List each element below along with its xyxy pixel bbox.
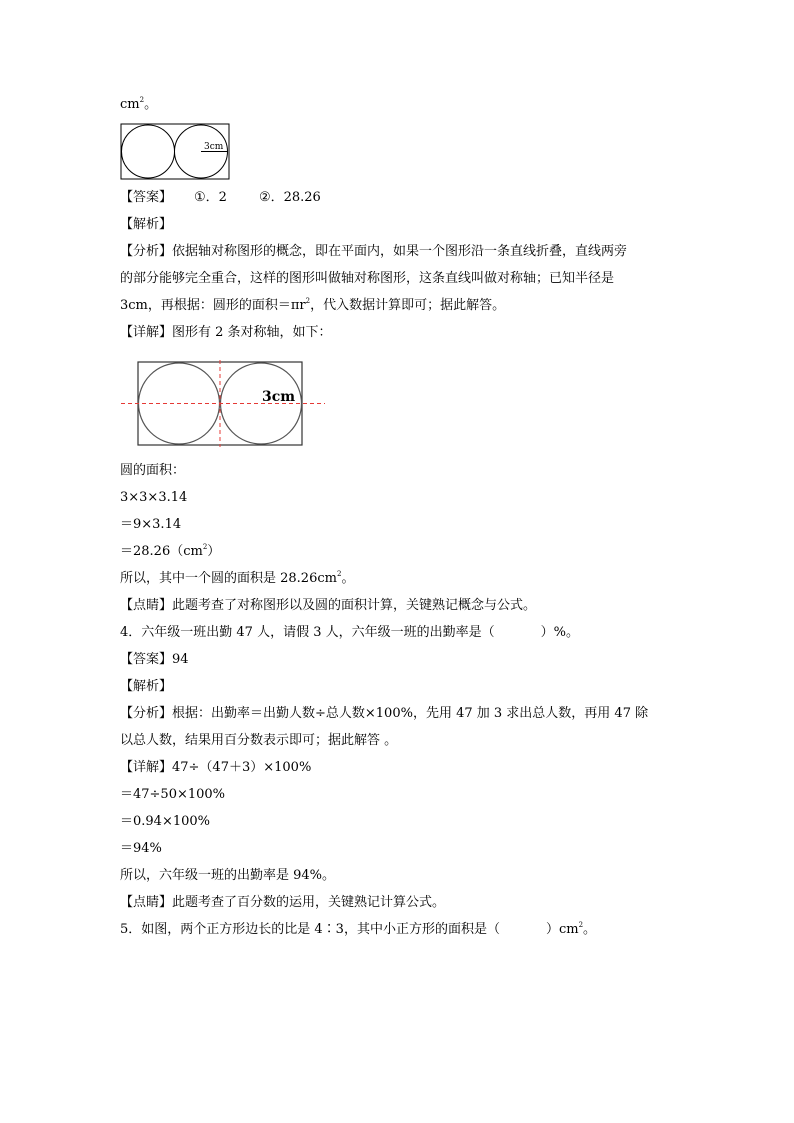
calc-step-3a: ＝28.26（cm xyxy=(120,544,203,559)
superscript: 2 xyxy=(202,543,208,551)
question-5-stem xyxy=(120,922,596,938)
detail-q4-line-1: 【详解】47÷（47＋3）×100% xyxy=(120,760,312,775)
q5-stem-c: 。 xyxy=(583,922,597,937)
q5-stem-a: 5．如图，两个正方形边长的比是 4∶3，其中小正方形的面积是（ xyxy=(120,922,500,937)
intro-unit-line xyxy=(120,97,157,113)
detail-line-q3: 【详解】图形有 2 条对称轴，如下： xyxy=(120,325,332,340)
answer-part-1: ①．2 xyxy=(194,190,227,205)
answer-line-q3 xyxy=(120,190,321,206)
answer-tag: 【答案】 xyxy=(120,190,173,205)
calc-step-3b: ） xyxy=(207,544,221,559)
calc-conclusion xyxy=(120,571,354,587)
calc-step-3 xyxy=(120,544,220,560)
intro-unit: cm xyxy=(120,97,140,112)
analysis-q4-line-1: 【分析】根据：出勤率＝出勤人数÷总人数×100%，先用 47 加 3 求出总人数，再用 47 除 xyxy=(120,706,649,721)
superscript: 2 xyxy=(139,96,145,104)
analysis-line-3 xyxy=(120,298,505,314)
q4-stem-a: 4．六年级一班出勤 47 人，请假 3 人，六年级一班的出勤率是（ xyxy=(120,625,495,640)
calc-title: 圆的面积： xyxy=(120,463,186,478)
superscript: 2 xyxy=(305,297,311,305)
intro-tail: 。 xyxy=(144,97,158,112)
calc-conclusion-a: 所以，其中一个圆的面积是 28.26cm xyxy=(120,571,337,586)
detail-q4-line-4: ＝94% xyxy=(120,841,162,856)
figure-two-circles xyxy=(120,123,232,181)
analysis-line-3a: 3cm，再根据：圆形的面积＝πr xyxy=(120,298,306,313)
conclusion-q4: 所以，六年级一班的出勤率是 94%。 xyxy=(120,868,336,883)
comment-q4: 【点睛】此题考查了百分数的运用，关键熟记计算公式。 xyxy=(120,895,446,910)
calc-step-1: 3×3×3.14 xyxy=(120,490,188,505)
question-4-stem xyxy=(120,625,579,641)
analysis-tag-q3: 【解析】 xyxy=(120,217,173,232)
analysis-line-1: 【分析】依据轴对称图形的概念，即在平面内，如果一个图形沿一条直线折叠，直线两旁 xyxy=(120,244,628,259)
q5-stem-b: ）cm xyxy=(545,922,579,937)
analysis-q4-line-2: 以总人数，结果用百分数表示即可；据此解答 。 xyxy=(120,733,398,748)
radius-label-large: 3cm xyxy=(262,389,296,405)
detail-q4-line-3: ＝0.94×100% xyxy=(120,814,211,829)
superscript: 2 xyxy=(578,921,584,929)
radius-label: 3cm xyxy=(204,142,224,152)
analysis-tag-q4: 【解析】 xyxy=(120,679,173,694)
calc-conclusion-b: 。 xyxy=(341,571,355,586)
superscript: 2 xyxy=(336,570,342,578)
answer-q4: 【答案】94 xyxy=(120,652,189,667)
detail-q4-line-2: ＝47÷50×100% xyxy=(120,787,226,802)
answer-part-2: ②．28.26 xyxy=(258,190,321,205)
figure-symmetry-axes xyxy=(120,360,330,448)
calc-step-2: ＝9×3.14 xyxy=(120,517,182,532)
analysis-line-3b: ，代入数据计算即可；据此解答。 xyxy=(310,298,506,313)
q4-stem-b: ）%。 xyxy=(540,625,579,640)
analysis-line-2: 的部分能够完全重合，这样的图形叫做轴对称图形，这条直线叫做对称轴；已知半径是 xyxy=(120,271,615,286)
comment-q3: 【点睛】此题考查了对称图形以及圆的面积计算，关键熟记概念与公式。 xyxy=(120,598,537,613)
